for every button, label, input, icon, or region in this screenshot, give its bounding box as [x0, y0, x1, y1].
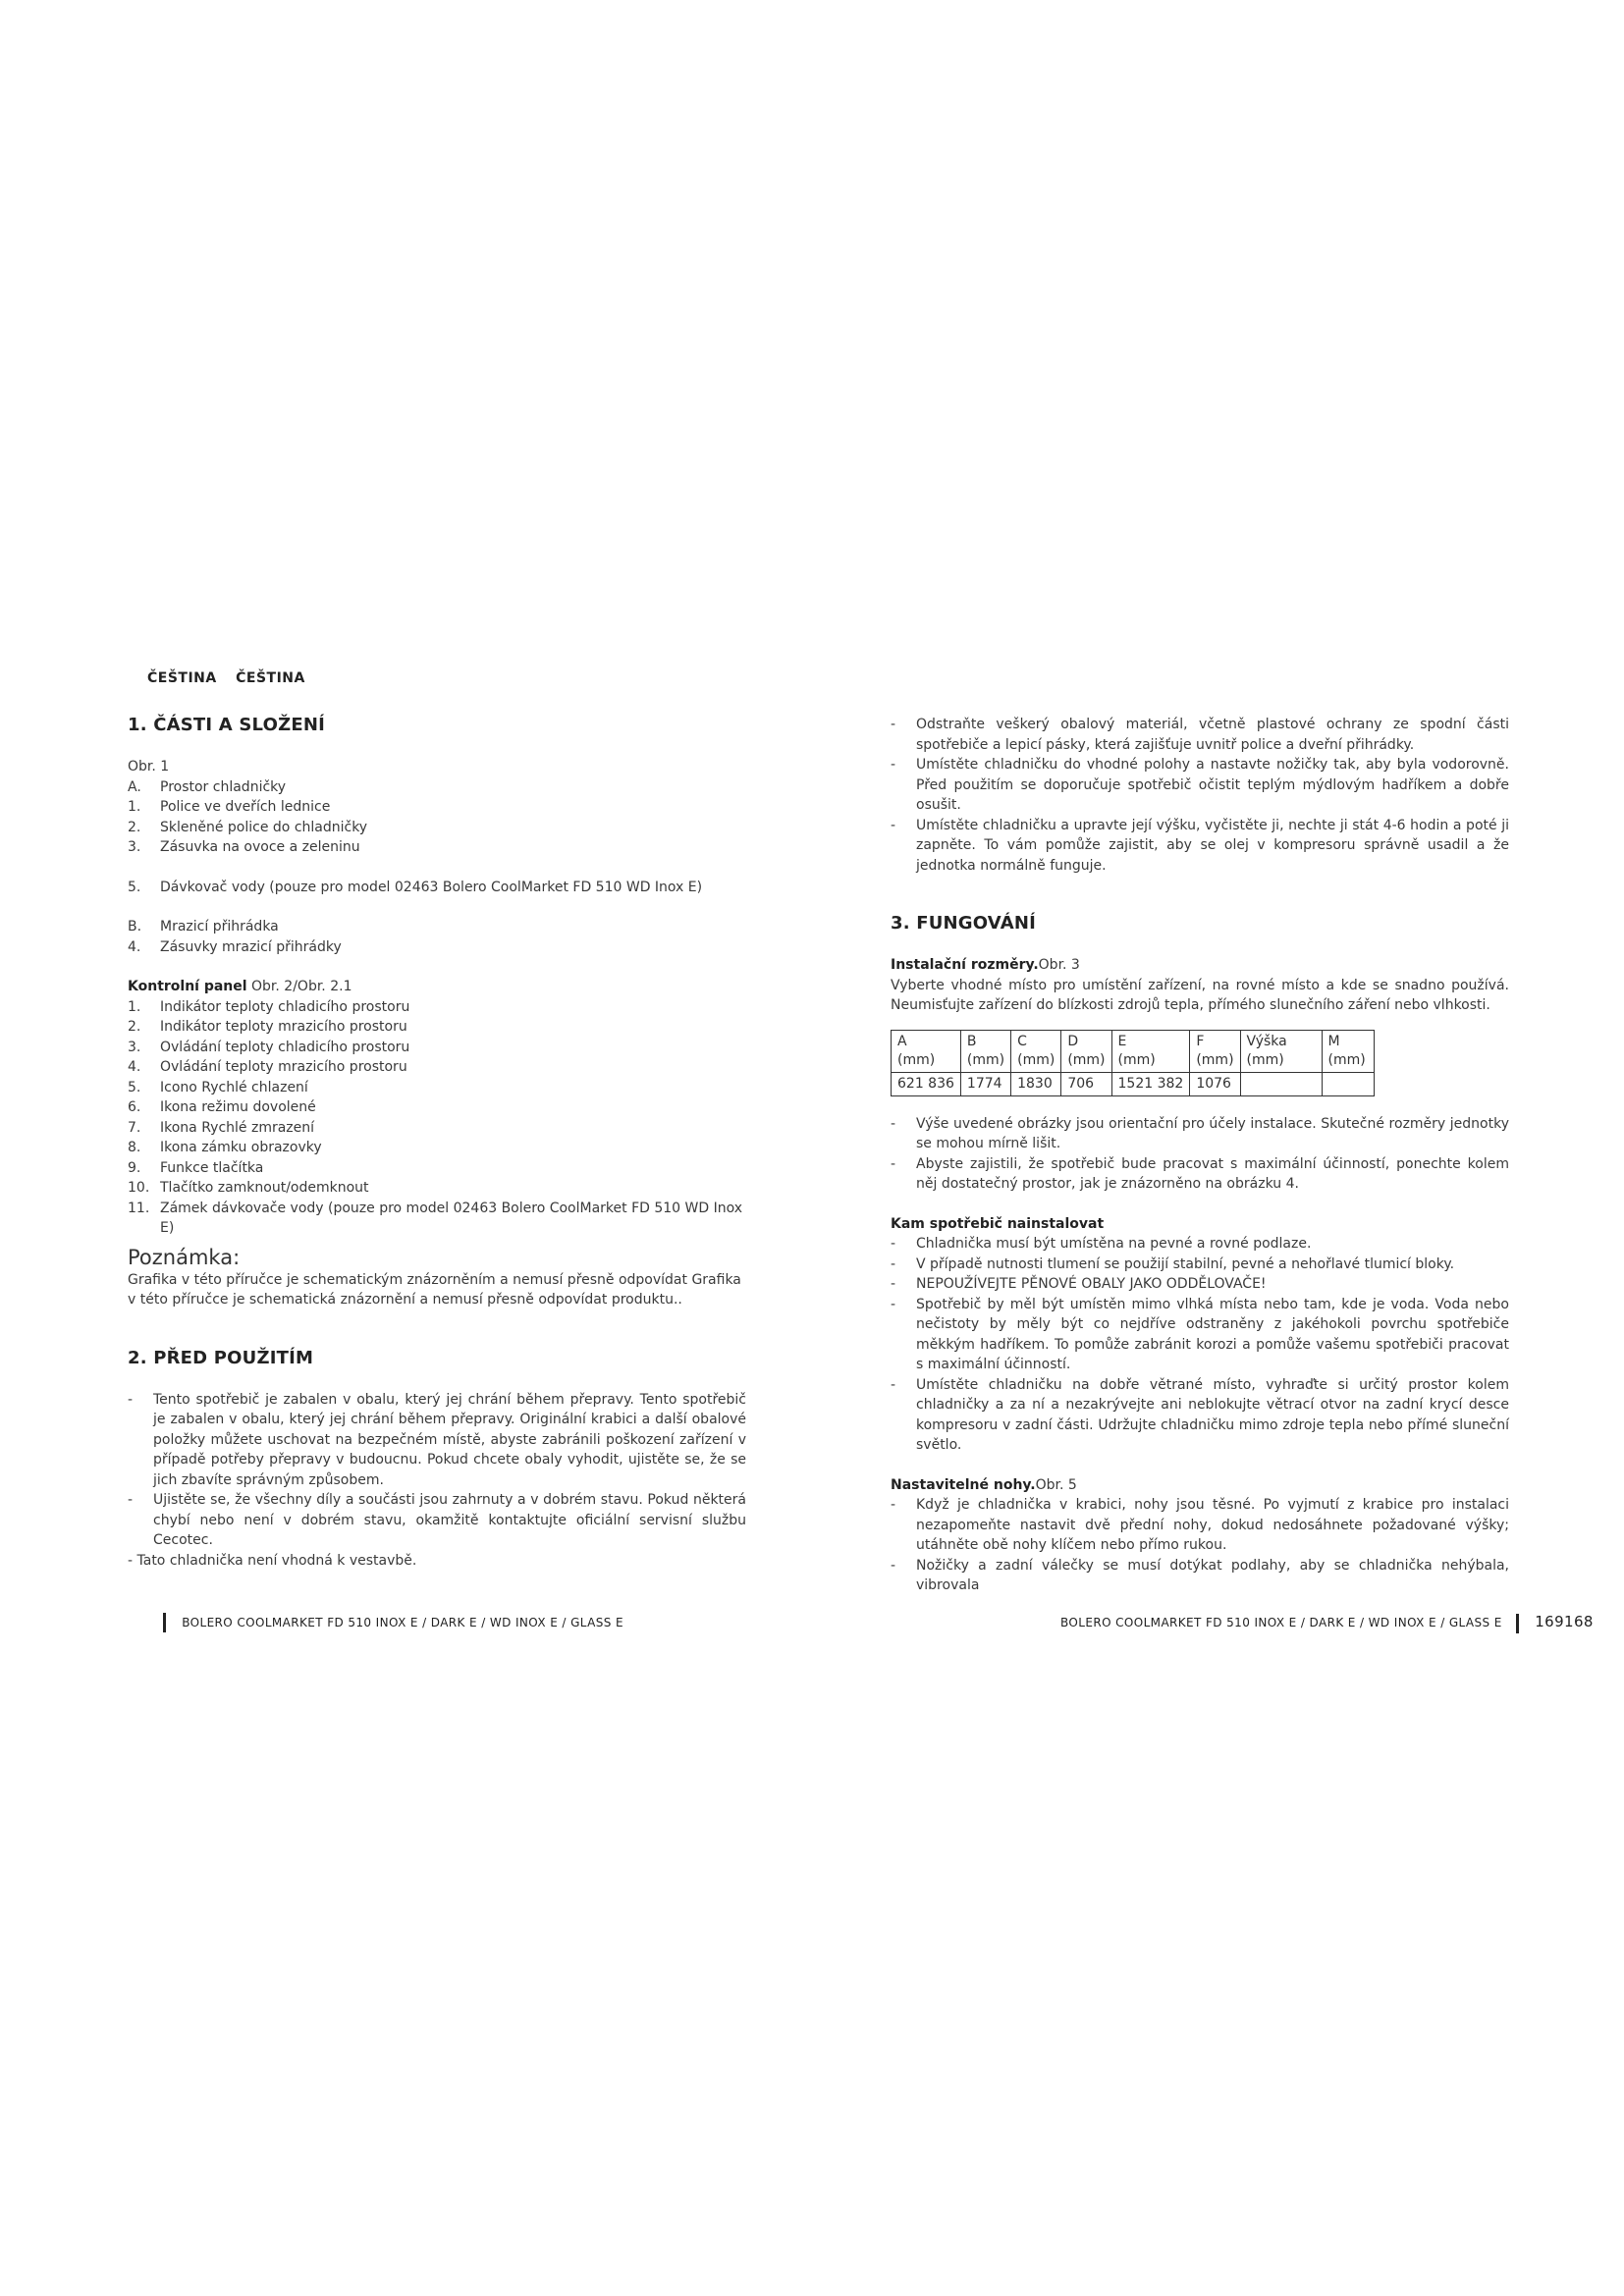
table-header-cell: C (mm)	[1011, 1030, 1061, 1072]
footer-right	[1060, 1613, 1594, 1633]
table-cell	[1322, 1072, 1374, 1095]
list-item: 6. Ikona režimu dovolené	[128, 1099, 316, 1115]
footer-divider	[163, 1613, 166, 1632]
list-item: - Spotřebič by měl být umístěn mimo vlhká místa nebo tam, kde je voda. Voda nebo nečistoty by měly být co nejdříve odstraněny z jakéhokoli povrchu spotřebiče měkkým hadříkem. To pomůže zabránit korozi a pomůže vašemu spotřebiči pracovat s maximální účinností.	[891, 1296, 1509, 1372]
table-header-cell: M (mm)	[1322, 1030, 1374, 1072]
list-item: 4. Ovládání teploty mrazicího prostoru	[128, 1059, 407, 1075]
table-header-row	[892, 1030, 1375, 1072]
list-item: - Odstraňte veškerý obalový materiál, včetně plastové ochrany ze spodní části spotřebiče a lepicí pásky, která zajišťuje uvnitř police a dveřní přihrádky.	[891, 717, 1509, 753]
footer-model-text: BOLERO COOLMARKET FD 510 INOX E / DARK E / WD INOX E / GLASS E	[182, 1615, 623, 1629]
table-header-cell: Výška (mm)	[1240, 1030, 1322, 1072]
list-item: 10. Tlačítko zamknout/odemknout	[128, 1180, 369, 1196]
list-item: - Abyste zajistili, že spotřebič bude pracovat s maximální účinností, ponechte kolem něj dostatečný prostor, jak je znázorněno na obrázku 4.	[891, 1155, 1509, 1192]
parts-list	[128, 777, 746, 858]
list-item: - V případě nutnosti tlumení se použijí stabilní, pevné a nehořlavé tlumicí bloky.	[891, 1255, 1455, 1272]
list-item: - Výše uvedené obrázky jsou orientační pro účely instalace. Skutečné rozměry jednotky se mohou mírně lišit.	[891, 1115, 1509, 1151]
list-item: 2. Skleněné police do chladničky	[128, 819, 368, 835]
right-column	[891, 715, 1509, 1596]
list-item: 8. Ikona zámku obrazovky	[128, 1140, 322, 1155]
language-label: ČEŠTINA	[147, 670, 217, 686]
legs-list	[891, 1495, 1509, 1596]
table-cell	[1240, 1072, 1322, 1095]
table-row	[892, 1072, 1375, 1095]
note-text: Grafika v této příručce je schematickým znázorněním a nemusí přesně odpovídat Grafika v této příručce je schematická znázornění a nemusí přesně odpovídat produktu..	[128, 1271, 741, 1308]
section-title-before-use: 2. PŘED POUŽITÍM	[128, 1347, 314, 1368]
language-label: ČEŠTINA	[236, 670, 305, 686]
table-cell: 621 836	[892, 1072, 961, 1095]
control-panel-list	[128, 997, 746, 1239]
list-item: 11. Zámek dávkovače vody (pouze pro model 02463 Bolero CoolMarket FD 510 WD Inox E)	[128, 1200, 743, 1236]
table-header-cell: E (mm)	[1111, 1030, 1190, 1072]
footer-left	[163, 1613, 623, 1632]
table-header-cell: F (mm)	[1190, 1030, 1240, 1072]
table-cell: 706	[1061, 1072, 1111, 1095]
dimensions-table	[891, 1030, 1375, 1096]
list-item: 2. Indikátor teploty mrazicího prostoru	[128, 1019, 407, 1035]
list-item: - Když je chladnička v krabici, nohy jsou těsné. Po vyjmutí z krabice pro instalaci nezapomeňte nastavit dvě přední nohy, dokud nedosáhnete požadované výšky; utáhněte obě nohy klíčem nebo přímo rukou.	[891, 1497, 1509, 1553]
section-title-parts: 1. ČÁSTI A SLOŽENÍ	[128, 715, 325, 735]
note-title: Poznámka:	[128, 1245, 241, 1269]
list-item: 4. Zásuvky mrazicí přihrádky	[128, 938, 342, 955]
list-item: - Tento spotřebič je zabalen v obalu, který jej chrání během přepravy. Tento spotřebič je zabalen v obalu, který jej chrání během přepravy. Originální krabici a další obalové položky můžete uschovat na bezpečném místě, abyste zabránili poškození zařízení v případě potřeby přepravy v budoucnu. Pokud chcete obaly vyhodit, ujistěte se, že se jich zbavíte správným způsobem.	[128, 1391, 746, 1488]
where-install-list	[891, 1234, 1509, 1456]
list-item: B. Mrazicí přihrádka	[128, 919, 279, 934]
table-cell: 1774	[960, 1072, 1010, 1095]
list-item: - Umístěte chladničku do vhodné polohy a nastavte nožičky tak, aby byla vodorovně. Před použitím se doporučuje spotřebič očistit teplým mýdlovým hadříkem a dobře osušit.	[891, 757, 1509, 813]
section-title-operation: 3. FUNGOVÁNÍ	[891, 913, 1036, 934]
dimensions-notes	[891, 1114, 1509, 1195]
parts-list-water	[128, 878, 746, 898]
page-numbers: 169168	[1535, 1613, 1594, 1630]
list-item: 5. Icono Rychlé chlazení	[128, 1079, 308, 1095]
list-item: 3. Ovládání teploty chladicího prostoru	[128, 1039, 410, 1055]
before-use-list	[128, 1390, 746, 1551]
table-cell: 1521 382	[1111, 1072, 1190, 1095]
parts-list-freezer	[128, 917, 746, 957]
language-header	[147, 670, 319, 686]
list-item: - Ujistěte se, že všechny díly a součásti jsou zahrnuty a v dobrém stavu. Pokud některá chybí nebo není v dobrém stavu, okamžitě kontaktujte oficiální servisní službu Cecotec.	[128, 1492, 746, 1548]
table-header-cell: B (mm)	[960, 1030, 1010, 1072]
where-install-heading: Kam spotřebič nainstalovat	[891, 1215, 1105, 1232]
list-item: - Umístěte chladničku na dobře větrané místo, vyhraďte si určitý prostor kolem chladničky a za ní a nezakrývejte ani neblokujte větrací otvor na zadní krycí desce kompresoru v zadní části. Udržujte chladničku mimo zdroje tepla nebo přímé sluneční světlo.	[891, 1376, 1509, 1453]
list-item: 7. Ikona Rychlé zmrazení	[128, 1119, 315, 1136]
footer-divider	[1516, 1614, 1519, 1633]
list-item: - Chladnička musí být umístěna na pevné a rovné podlaze.	[891, 1236, 1312, 1252]
unpacking-list	[891, 715, 1509, 876]
list-item: 5. Dávkovač vody (pouze pro model 02463 Bolero CoolMarket FD 510 WD Inox E)	[128, 879, 703, 895]
table-cell: 1076	[1190, 1072, 1240, 1095]
table-header-cell: A (mm)	[892, 1030, 961, 1072]
built-in-note: - Tato chladnička není vhodná k vestavbě.	[128, 1552, 417, 1569]
legs-heading: Nastavitelné nohy.Obr. 5	[891, 1476, 1077, 1493]
figure-ref: Obr. 1	[128, 759, 170, 774]
table-cell: 1830	[1011, 1072, 1061, 1095]
list-item: - Umístěte chladničku a upravte její výšku, vyčistěte ji, nechte ji stát 4-6 hodin a poté ji zapněte. To vám pomůže zajistit, aby se olej v kompresoru správně usadil a že jednotka normálně funguje.	[891, 817, 1509, 874]
list-item: 1. Police ve dveřích lednice	[128, 799, 331, 815]
left-column	[128, 715, 746, 1571]
footer-model-text: BOLERO COOLMARKET FD 510 INOX E / DARK E / WD INOX E / GLASS E	[1060, 1616, 1502, 1629]
list-item: 9. Funkce tlačítka	[128, 1159, 264, 1176]
list-item: - Nožičky a zadní válečky se musí dotýkat podlahy, aby se chladnička nehýbala, vibrovala	[891, 1557, 1509, 1593]
installation-heading: Instalační rozměry.Obr. 3	[891, 957, 1080, 973]
installation-text: Vyberte vhodné místo pro umístění zařízení, na rovné místo a kde se snadno používá. Neumisťujte zařízení do blízkosti zdrojů tepla, přímého slunečního záření nebo vlhkosti.	[891, 977, 1509, 1013]
table-header-cell: D (mm)	[1061, 1030, 1111, 1072]
control-panel-heading: Kontrolní panel Obr. 2/Obr. 2.1	[128, 979, 352, 994]
list-item: 3. Zásuvka na ovoce a zeleninu	[128, 839, 360, 855]
list-item: 1. Indikátor teploty chladicího prostoru	[128, 998, 410, 1015]
list-item: A. Prostor chladničky	[128, 778, 287, 795]
list-item: - NEPOUŽÍVEJTE PĚNOVÉ OBALY JAKO ODDĚLOVAČE!	[891, 1276, 1267, 1292]
